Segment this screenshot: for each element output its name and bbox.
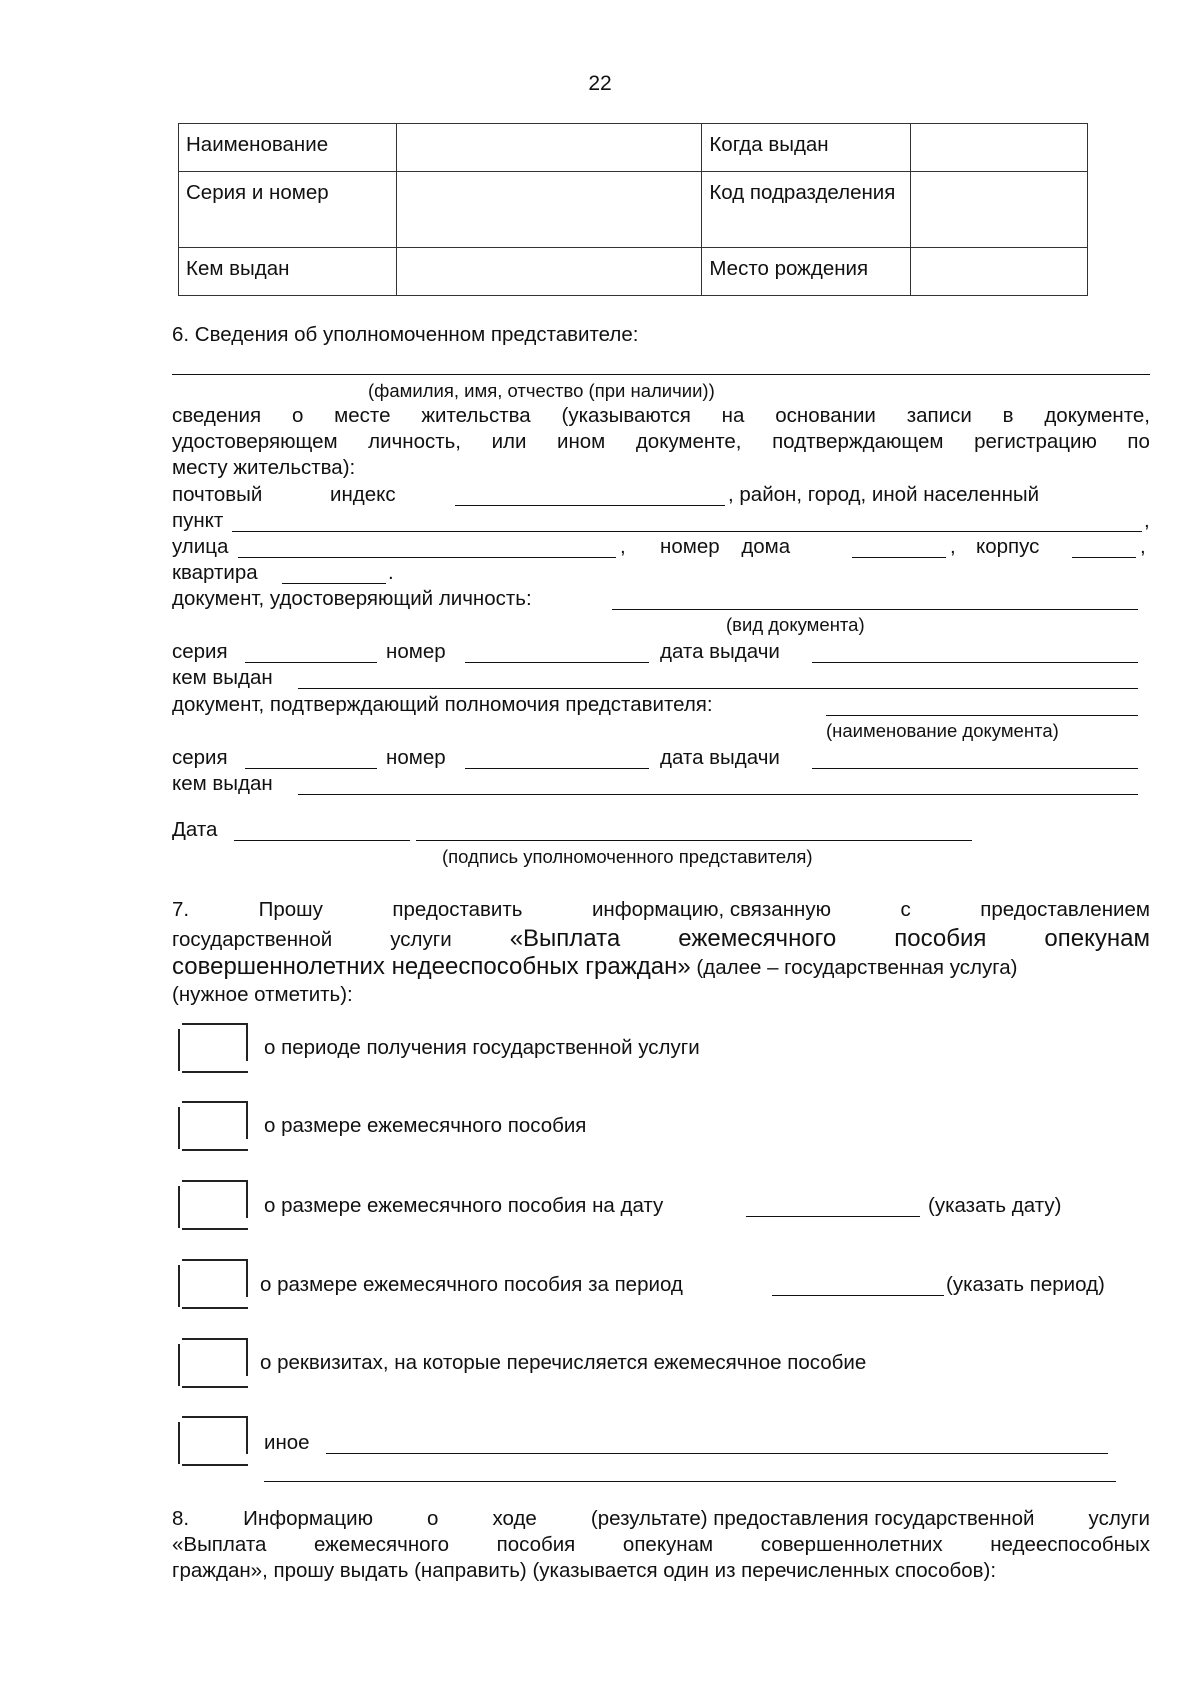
auth-series-label: серия [172, 746, 228, 769]
auth-doc-label: документ, подтверждающий полномочия представителя: [172, 693, 713, 716]
locality-field[interactable] [232, 531, 1142, 532]
section-6-heading: 6. Сведения об уполномоченном представителе: [172, 323, 639, 346]
table-cell-label: Место рождения [702, 248, 911, 296]
table-row [179, 248, 1088, 296]
number-field[interactable] [465, 662, 649, 663]
signature-caption: (подпись уполномоченного представителя) [442, 846, 813, 867]
auth-number-field[interactable] [465, 768, 649, 769]
table-cell-value[interactable] [911, 248, 1088, 296]
checkbox-amount-for-period[interactable] [178, 1259, 248, 1309]
street-field[interactable] [238, 557, 616, 558]
punkt-comma: , [1144, 509, 1150, 532]
issued-by-label: кем выдан [172, 666, 273, 689]
fio-caption: (фамилия, имя, отчество (при наличии)) [368, 380, 715, 401]
other-field[interactable] [326, 1453, 1108, 1454]
locality-label: , район, город, иной населенный [728, 483, 1040, 506]
table-cell-value[interactable] [911, 172, 1088, 248]
korpus-label: корпус [976, 535, 1040, 558]
fio-field[interactable] [172, 374, 1150, 375]
street-label: улица [172, 535, 229, 558]
option-period-label: о периоде получения государственной услуги [264, 1036, 700, 1059]
residence-text-line-3: месту жительства): [172, 456, 356, 479]
korpus-comma: , [1140, 535, 1146, 558]
series-field[interactable] [245, 662, 377, 663]
option-amount-label: о размере ежемесячного пособия [264, 1114, 587, 1137]
option-other-label: иное [264, 1431, 310, 1454]
table-cell-value[interactable] [396, 172, 701, 248]
date-field[interactable] [234, 840, 410, 841]
specify-date-label: (указать дату) [928, 1194, 1062, 1217]
table-cell-label: Наименование [179, 124, 397, 172]
checkbox-amount[interactable] [178, 1101, 248, 1151]
on-date-field[interactable] [746, 1216, 920, 1217]
house-comma: , [950, 535, 956, 558]
id-doc-label: документ, удостоверяющий личность: [172, 587, 532, 610]
section-7-line-1: 7. Прошу предоставить информацию, связанную с предоставлением [172, 898, 1150, 921]
table-cell-label: Код подразделения [702, 172, 911, 248]
table-row [179, 124, 1088, 172]
issued-by-field[interactable] [298, 688, 1138, 689]
auth-doc-field[interactable] [826, 715, 1138, 716]
page-number: 22 [588, 72, 612, 95]
id-doc-type-field[interactable] [612, 609, 1138, 610]
option-amount-on-date-label: о размере ежемесячного пособия на дату [264, 1194, 664, 1217]
option-requisites-label: о реквизитах, на которые перечисляется ежемесячное пособие [260, 1351, 867, 1374]
option-amount-for-period-label: о размере ежемесячного пособия за период [260, 1273, 683, 1296]
auth-issued-by-field[interactable] [298, 794, 1138, 795]
flat-field[interactable] [282, 583, 386, 584]
doc-type-caption: (вид документа) [726, 614, 865, 635]
table-cell-value[interactable] [911, 124, 1088, 172]
table-cell-label: Серия и номер [179, 172, 397, 248]
punkt-label: пункт [172, 509, 224, 532]
issue-date-label: дата выдачи [660, 640, 780, 663]
section-8-line-2: «Выплата ежемесячного пособия опекунам совершеннолетних недееспособных [172, 1533, 1150, 1556]
flat-label: квартира [172, 561, 258, 584]
checkbox-other[interactable] [178, 1416, 248, 1466]
auth-issue-date-field[interactable] [812, 768, 1138, 769]
table-row [179, 172, 1088, 248]
street-comma: , [620, 535, 626, 558]
checkbox-period[interactable] [178, 1023, 248, 1073]
flat-dot: . [388, 561, 394, 584]
checkbox-requisites[interactable] [178, 1338, 248, 1388]
postal-index-field[interactable] [455, 505, 725, 506]
korpus-field[interactable] [1072, 557, 1136, 558]
auth-series-field[interactable] [245, 768, 377, 769]
table-cell-value[interactable] [396, 124, 701, 172]
section-7-line-3: совершеннолетних недееспособных граждан» (далее – государственная услуга) [172, 953, 1018, 980]
house-label: номер дома [660, 535, 791, 558]
for-period-field[interactable] [772, 1295, 944, 1296]
signature-field[interactable] [416, 840, 972, 841]
section-7-line-4: (нужное отметить): [172, 983, 353, 1006]
auth-issued-by-label: кем выдан [172, 772, 273, 795]
table-cell-label: Когда выдан [702, 124, 911, 172]
specify-period-label: (указать период) [946, 1273, 1105, 1296]
identity-document-table [178, 123, 1088, 296]
section-7-line-2: государственной услуги «Выплата ежемесячного пособия опекунам [172, 925, 1150, 952]
residence-text-line-1: сведения о месте жительства (указываются на основании записи в документе, [172, 404, 1150, 427]
auth-number-label: номер [386, 746, 446, 769]
table-cell-value[interactable] [396, 248, 701, 296]
postal-label: почтовый [172, 483, 263, 506]
house-field[interactable] [852, 557, 946, 558]
section-8-line-3: граждан», прошу выдать (направить) (указывается один из перечисленных способов): [172, 1559, 997, 1582]
other-field-continued[interactable] [264, 1481, 1116, 1482]
issue-date-field[interactable] [812, 662, 1138, 663]
index-label: индекс [330, 483, 396, 506]
date-label: Дата [172, 818, 218, 841]
checkbox-amount-on-date[interactable] [178, 1180, 248, 1230]
table-cell-label: Кем выдан [179, 248, 397, 296]
section-8-line-1: 8. Информацию о ходе (результате) предоставления государственной услуги [172, 1507, 1150, 1530]
auth-issue-date-label: дата выдачи [660, 746, 780, 769]
number-label: номер [386, 640, 446, 663]
residence-text-line-2: удостоверяющем личность, или ином документе, подтверждающем регистрацию по [172, 430, 1150, 453]
auth-doc-caption: (наименование документа) [826, 720, 1059, 741]
series-label: серия [172, 640, 228, 663]
